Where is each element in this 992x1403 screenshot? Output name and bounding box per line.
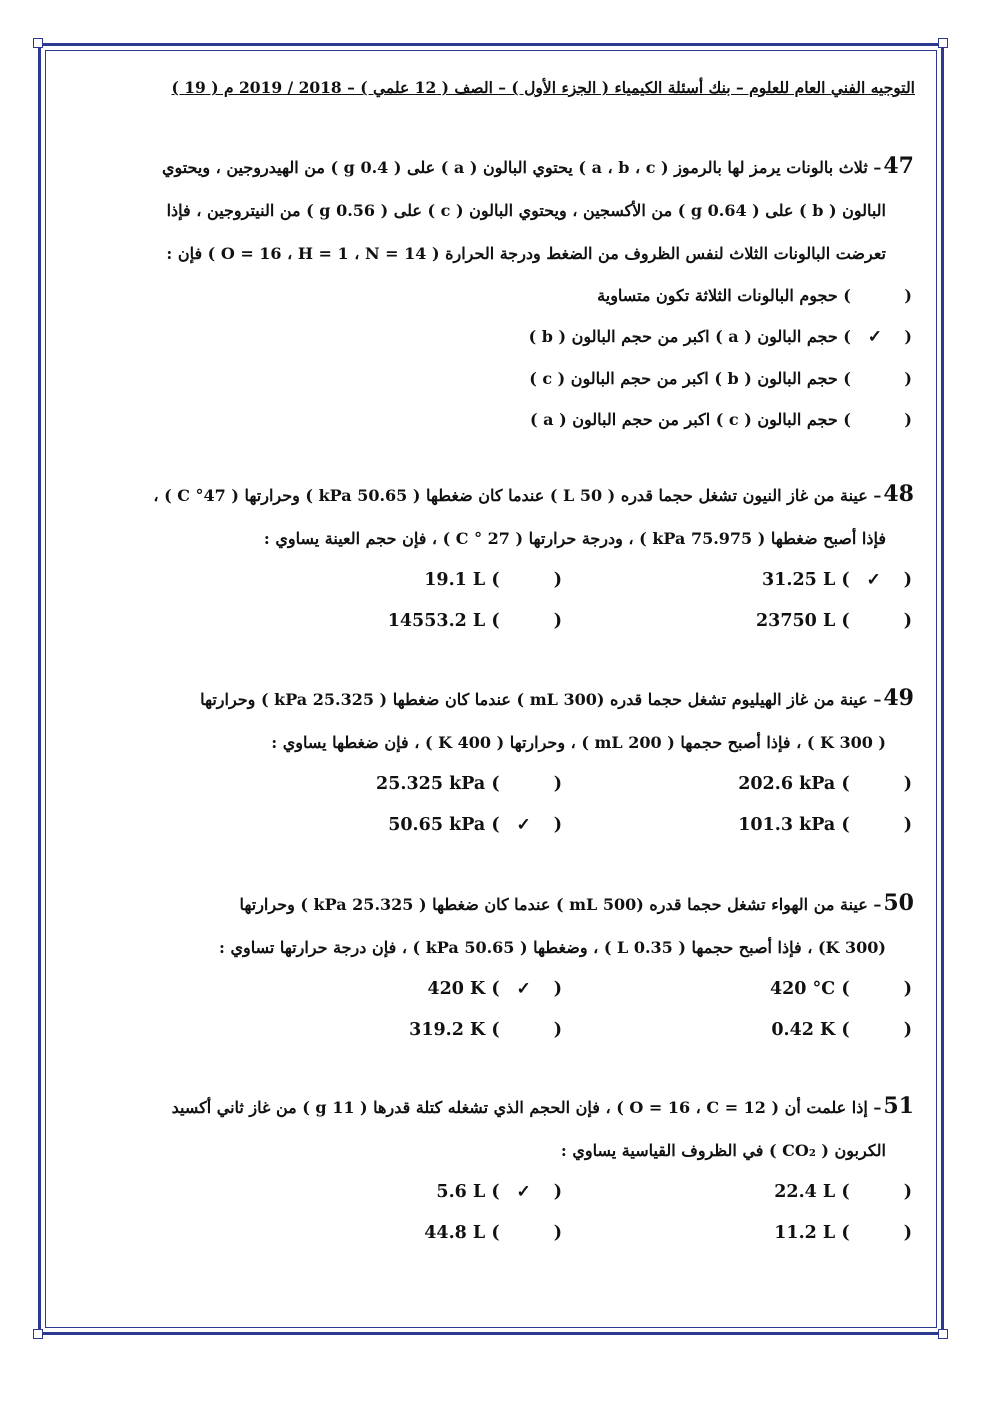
option[interactable]: ( ) حجم البالون ( b ) اكبر من حجم البالون ( c ) — [529, 369, 912, 388]
option[interactable]: ( ) 23750 L — [755, 611, 912, 631]
option[interactable]: ( ✓) حجم البالون ( a ) اكبر من حجم البالون ( b ) — [60, 316, 920, 358]
page-header: التوجيه الفني العام للعلوم – بنك أسئلة الكيمياء ( الجزء الأول ) – الصف ( 12 علمي ) – 2018 / 2019 م ( 19 ) — [171, 78, 915, 97]
question-number: 48 — [883, 481, 914, 507]
question-number: 49 — [883, 685, 914, 711]
option[interactable]: ( ) 14553.2 L — [387, 611, 562, 631]
question-text: 48– عينة من غاز النيون تشغل حجما قدره ( 50 L ) عندما كان ضغطها ( 50.65 kPa ) وحرارتها ( 47° C ) ، فإذا أصبح ضغطها ( 75.975 kPa ) ، ودرجة حرارتها ( 27 ° C ) ، فإن حجم العينة يساوي : — [153, 481, 914, 548]
question-text: 47– ثلاث بالونات يرمز لها بالرموز ( a ، b ، c ) يحتوي البالون ( a ) على ( 0.4 g ) من الهيدروجين ، ويحتوي البالون ( b ) على ( 0.64 g ) من الأكسجين ، ويحتوي البالون ( c ) على ( 0.56 g ) من النيتروجين ، فإذا تعرضت البالونات الثلاث لنفس الظروف من الضغط ودرجة الحرارة ( O = 16 ، H = 1 ، N = 14 ) فإن : — [161, 153, 914, 263]
question-number: 47 — [883, 153, 914, 179]
question-text: 51– إذا علمت أن ( O = 16 ، C = 12 ) ، فإن الحجم الذي تشغله كتلة قدرها ( 11 g ) من غاز ثاني أكسيد الكربون ( CO₂ ) في الظروف القياسية يساوي : — [171, 1093, 914, 1160]
option[interactable]: ( ) حجوم البالونات الثلاثة تكون متساوية — [597, 286, 912, 305]
option[interactable]: ( ✓) 50.65 kPa — [212, 805, 562, 846]
question-text: 49– عينة من غاز الهيليوم تشغل حجما قدره (300 mL ) عندما كان ضغطها ( 25.325 kPa ) وحرارتها ( 300 K ) ، فإذا أصبح حجمها ( 200 mL ) ، وحرارتها ( 400 K ) ، فإن ضغطها يساوي : — [200, 685, 914, 752]
option[interactable]: ( ) 44.8 L — [424, 1223, 562, 1243]
option[interactable]: ( ) حجم البالون ( c ) اكبر من حجم البالون ( a ) — [530, 410, 912, 429]
border-corner — [33, 1329, 43, 1339]
question-51 — [60, 1085, 920, 1254]
border-corner — [33, 38, 43, 48]
check-mark-icon: ✓ — [866, 570, 881, 590]
option[interactable]: ( ) 420 °C — [769, 979, 912, 999]
option[interactable]: ( ) 22.4 L — [774, 1182, 912, 1202]
question-48 — [60, 473, 920, 642]
worksheet-page — [60, 70, 920, 1310]
border-corner — [938, 1329, 948, 1339]
option[interactable]: ( ✓) 420 K — [212, 969, 562, 1010]
question-50 — [60, 882, 920, 1051]
check-mark-icon: ✓ — [516, 979, 531, 999]
option[interactable]: ( ✓) 31.25 L — [562, 560, 912, 601]
option[interactable]: ( ) 101.3 kPa — [738, 815, 912, 835]
question-number: 50 — [883, 890, 914, 916]
border-corner — [938, 38, 948, 48]
question-49 — [60, 677, 920, 846]
option[interactable]: ( ) 319.2 K — [409, 1020, 562, 1040]
option[interactable]: ( ) 19.1 L — [424, 570, 562, 590]
check-mark-icon: ✓ — [516, 815, 531, 835]
check-mark-icon: ✓ — [516, 1182, 531, 1202]
option[interactable]: ( ) 11.2 L — [774, 1223, 912, 1243]
question-47 — [60, 145, 920, 440]
question-number: 51 — [883, 1093, 914, 1119]
option[interactable]: ( ✓) 5.6 L — [212, 1172, 562, 1213]
question-text: 50– عينة من الهواء تشغل حجما قدره (500 mL ) عندما كان ضغطها ( 25.325 kPa ) وحرارتها (300 K) ، فإذا أصبح حجمها ( 0.35 L ) ، وضغطها ( 50.65 kPa ) ، فإن درجة حرارتها تساوي : — [219, 890, 914, 957]
check-mark-icon: ✓ — [867, 327, 882, 347]
option[interactable]: ( ) 202.6 kPa — [738, 774, 912, 794]
option[interactable]: ( ) 25.325 kPa — [376, 774, 562, 794]
option[interactable]: ( ) 0.42 K — [771, 1020, 912, 1040]
